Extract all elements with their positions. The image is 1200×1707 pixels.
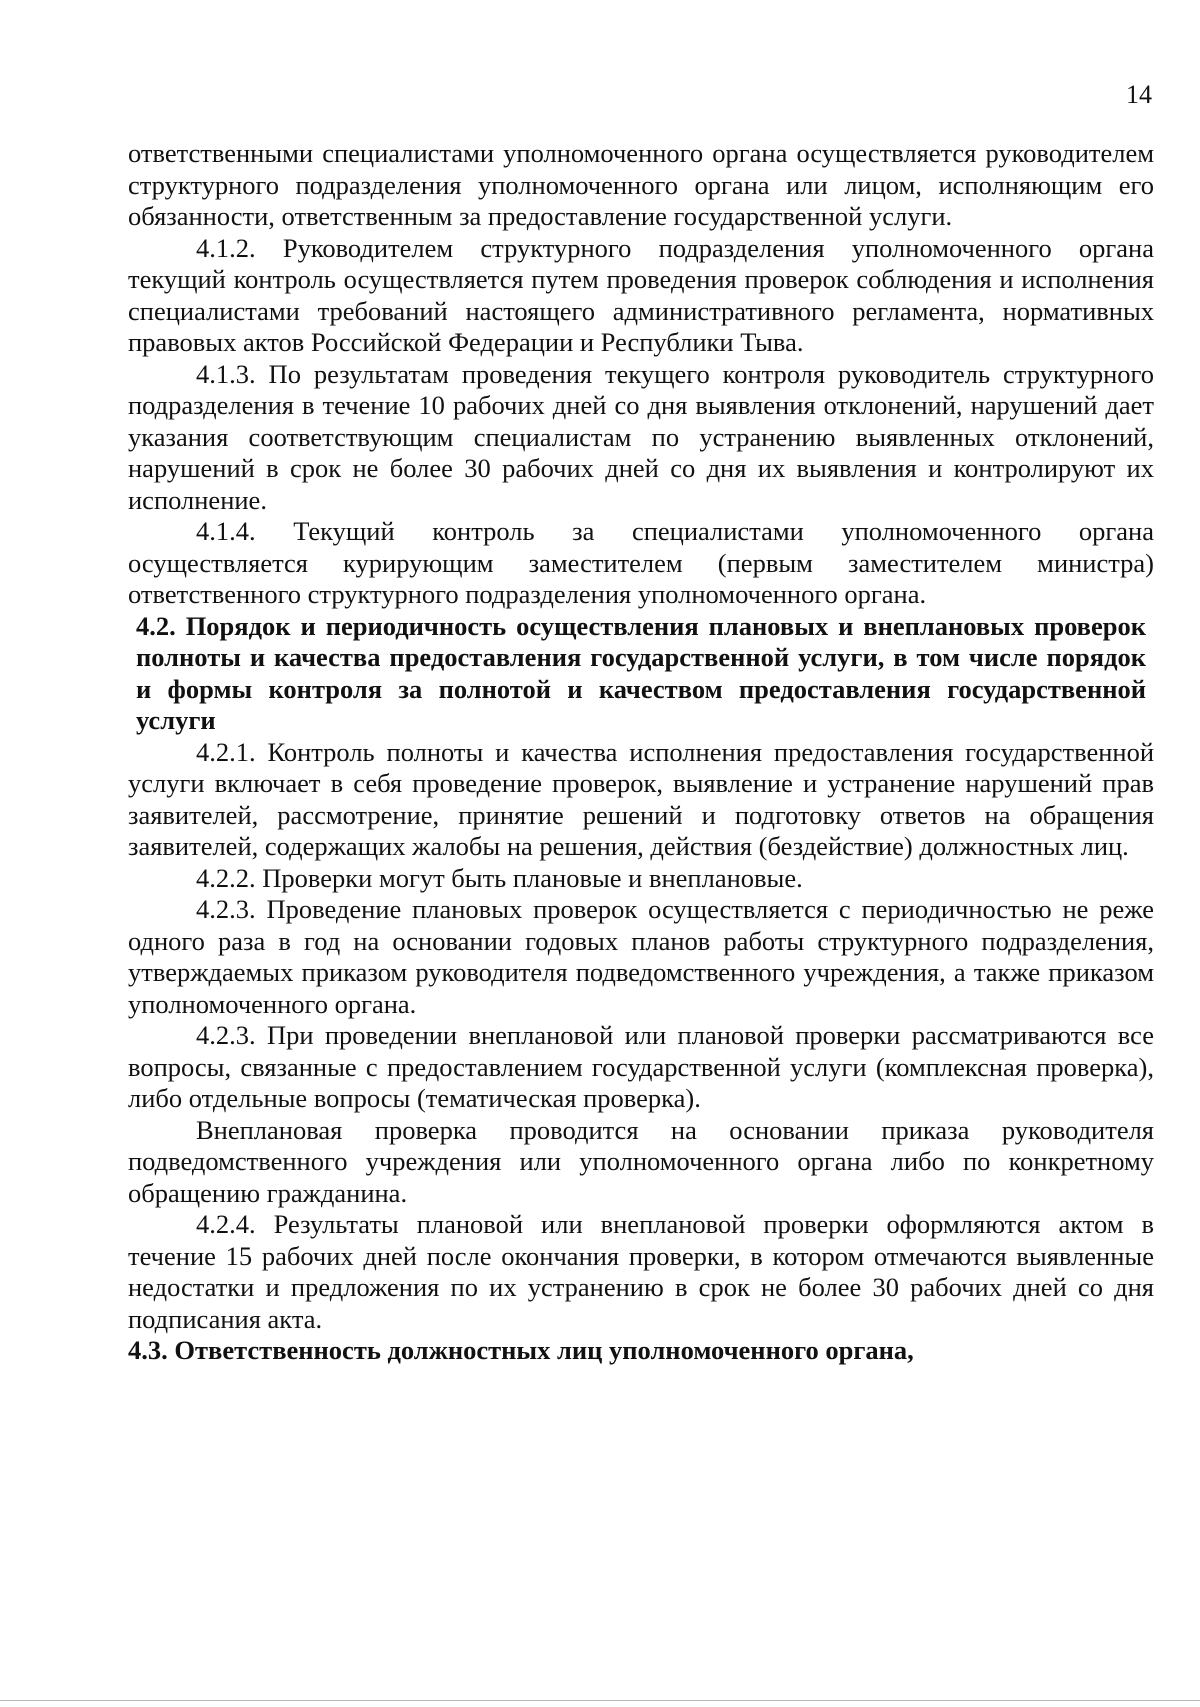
- paragraph-4-1-4: 4.1.4. Текущий контроль за специалистами уполномоченного органа осуществляется курирующим заместителем (первым заместителем министра) ответственного структурного подразделения уполномоченного органа.: [128, 516, 1154, 609]
- scan-bottom-edge: [0, 1700, 1200, 1701]
- paragraph-4-1-3: 4.1.3. По результатам проведения текущего контроля руководитель структурного подразделения в течение 10 рабочих дней со дня выявления отклонений, нарушений дает указания соответствующим специалистам по устранению выявленных отклонений, нарушений в срок не более 30 рабочих дней со дня их выявления и контролируют их исполнение.: [128, 358, 1154, 515]
- document-body: [128, 138, 1154, 1367]
- paragraph-4-2-2: 4.2.2. Проверки могут быть плановые и внеплановые.: [196, 862, 803, 893]
- paragraph-4-2-3-unplanned: 4.2.3. При проведении внеплановой или плановой проверки рассматриваются все вопросы, связанные с предоставлением государственной услуги (комплексная проверка), либо отдельные вопросы (тематическая проверка).: [128, 1020, 1154, 1113]
- paragraph-4-2-4: 4.2.4. Результаты плановой или внеплановой проверки оформляются актом в течение 15 рабочих дней после окончания проверки, в котором отмечаются выявленные недостатки и предложения по их устранению в срок не более 30 рабочих дней со дня подписания акта.: [128, 1209, 1154, 1334]
- paragraph-continuation: ответственными специалистами уполномоченного органа осуществляется руководителем структурного подразделения уполномоченного органа или лицом, исполняющим его обязанности, ответственным за предоставление государственной услуги.: [128, 138, 1154, 231]
- paragraph-4-1-2: 4.1.2. Руководителем структурного подразделения уполномоченного органа текущий контроль осуществляется путем проведения проверок соблюдения и исполнения специалистами требований настоящего административного регламента, нормативных правовых актов Российской Федерации и Республики Тыва.: [128, 232, 1154, 357]
- paragraph-4-2-3-planned: 4.2.3. Проведение плановых проверок осуществляется с периодичностью не реже одного раза в год на основании годовых планов работы структурного подразделения, утверждаемых приказом руководителя подведомственного учреждения, а также приказом уполномоченного органа.: [128, 894, 1154, 1019]
- page-number: 14: [1126, 80, 1152, 109]
- section-heading-4-2: 4.2. Порядок и периодичность осуществления плановых и внеплановых проверок полноты и качества предоставления государственной услуги, в том числе порядок и формы контроля за полнотой и качеством предоставления государственной услуги: [136, 610, 1146, 735]
- paragraph-unplanned-basis: Внеплановая проверка проводится на основании приказа руководителя подведомственного учреждения или уполномоченного органа либо по конкретному обращению гражданина.: [128, 1114, 1154, 1208]
- section-heading-4-3: 4.3. Ответственность должностных лиц уполномоченного органа,: [128, 1335, 914, 1365]
- paragraph-4-2-1: 4.2.1. Контроль полноты и качества исполнения предоставления государственной услуги включает в себя проведение проверок, выявление и устранение нарушений прав заявителей, рассмотрение, принятие решений и подготовку ответов на обращения заявителей, содержащих жалобы на решения, действия (бездействие) должностных лиц.: [128, 736, 1154, 861]
